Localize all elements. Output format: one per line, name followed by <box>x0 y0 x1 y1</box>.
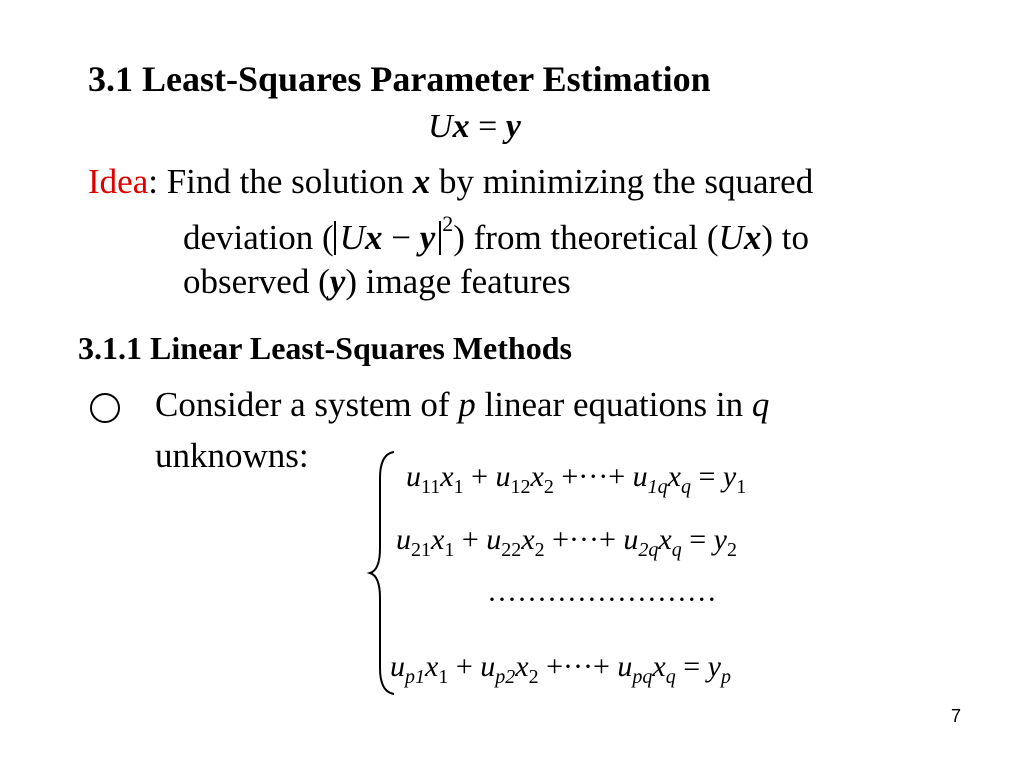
idea-text-2b: ) from theoretical ( <box>453 218 719 257</box>
idea-x2: x <box>743 218 762 257</box>
equation-row-dots: ······················· <box>487 583 717 616</box>
consider-line-1 <box>155 385 769 425</box>
idea-x: x <box>412 162 431 201</box>
term-y <box>722 460 747 498</box>
term-y-sub: 1 <box>736 476 747 498</box>
term-u-c-var: u <box>617 650 633 683</box>
term-x-c <box>667 460 691 498</box>
term-u-c <box>617 650 653 688</box>
term-y <box>707 650 731 688</box>
consider-text-a: Consider a system of <box>155 385 450 424</box>
term-x-c <box>658 523 682 561</box>
term-x-b-sub: 2 <box>534 539 545 561</box>
equation-row-2 <box>396 523 737 561</box>
term-x-a-var: x <box>440 460 454 493</box>
idea-colon: : <box>148 162 158 201</box>
term-x-a-sub: 1 <box>444 539 455 561</box>
term-x-a-var: x <box>425 650 439 683</box>
term-x-b-sub: 2 <box>543 476 554 498</box>
term-u-b-var: u <box>486 523 502 556</box>
term-x-b-sub: 2 <box>528 666 539 688</box>
term-u-c-sub: 1q <box>647 476 668 498</box>
term-u-c <box>632 460 668 498</box>
term-x-c-var: x <box>658 523 672 556</box>
term-x-a-sub: 1 <box>453 476 464 498</box>
plus-operator: + <box>448 650 481 683</box>
consider-q: q <box>751 385 770 424</box>
term-u-b-sub: 22 <box>501 539 522 561</box>
term-u-a-sub: 21 <box>411 539 431 561</box>
term-x-b-var: x <box>515 650 529 683</box>
ellipsis-operator: +···+ <box>538 650 618 683</box>
idea-y: y <box>329 262 346 301</box>
term-u-a-sub: 11 <box>421 476 441 498</box>
term-y-var: y <box>707 650 721 683</box>
idea-text-3a: observed ( <box>183 262 330 301</box>
term-x-b <box>530 460 554 498</box>
term-u-b-sub: 12 <box>510 476 531 498</box>
idea-text-1a: Find the solution <box>166 162 404 201</box>
page-number: 7 <box>951 706 962 726</box>
term-x-b <box>515 650 539 688</box>
term-u-c-sub: 2q <box>638 539 659 561</box>
term-u-b <box>486 523 522 561</box>
term-u-a <box>390 650 425 688</box>
main-equation <box>428 108 521 146</box>
term-u-a-sub: p1 <box>405 666 425 688</box>
idea-text-2a: deviation ( <box>183 218 334 257</box>
slide-title: 3.1 Least-Squares Parameter Estimation <box>88 59 711 99</box>
term-y-var: y <box>713 523 727 556</box>
term-y-var: y <box>722 460 737 493</box>
eq-y: y <box>505 108 521 145</box>
equals-operator: = <box>690 460 723 493</box>
term-x-a-var: x <box>431 523 445 556</box>
consider-p: p <box>458 385 476 424</box>
norm-bars <box>334 218 442 257</box>
norm-x: x <box>364 218 383 257</box>
term-x-c-var: x <box>652 650 666 683</box>
term-u-c <box>623 523 659 561</box>
term-u-b <box>480 650 516 688</box>
term-u-c-var: u <box>623 523 639 556</box>
plus-operator: + <box>463 460 496 493</box>
term-u-b <box>495 460 531 498</box>
term-x-a <box>431 523 455 561</box>
equation-row-p <box>390 650 731 688</box>
term-y <box>713 523 737 561</box>
term-x-a <box>440 460 464 498</box>
norm-minus: − <box>391 218 411 257</box>
term-u-c-sub: pq <box>632 666 653 688</box>
term-u-b-var: u <box>495 460 511 493</box>
idea-line-1 <box>88 162 813 202</box>
idea-u2: U <box>718 218 744 257</box>
circle-bullet-icon <box>90 393 120 423</box>
term-x-a <box>425 650 449 688</box>
subsection-title: 3.1.1 Linear Least-Squares Methods <box>78 330 572 366</box>
norm-u: U <box>339 218 365 257</box>
term-x-c-sub: q <box>680 476 691 498</box>
term-u-b-sub: p2 <box>495 666 516 688</box>
equals-operator: = <box>675 650 708 683</box>
eq-u: U <box>428 108 453 145</box>
term-x-c-var: x <box>667 460 681 493</box>
equals-operator: = <box>681 523 714 556</box>
term-u-b-var: u <box>480 650 496 683</box>
term-x-a-sub: 1 <box>438 666 449 688</box>
consider-text-b: linear equations in <box>484 385 744 424</box>
term-x-c-sub: q <box>665 666 676 688</box>
ellipsis-operator: +···+ <box>553 460 633 493</box>
norm-y: y <box>419 218 436 257</box>
idea-label: Idea <box>88 162 149 201</box>
eq-x: x <box>452 108 470 145</box>
term-y-sub: 2 <box>726 539 737 561</box>
term-x-c <box>652 650 676 688</box>
idea-line-3 <box>183 262 571 302</box>
term-u-a-var: u <box>390 650 405 683</box>
term-u-a <box>396 523 431 561</box>
term-u-a-var: u <box>396 523 411 556</box>
term-x-b-var: x <box>530 460 544 493</box>
term-u-a <box>406 460 441 498</box>
eq-equals: = <box>478 108 498 145</box>
idea-text-3b: ) image features <box>345 262 571 301</box>
norm-exponent: 2 <box>442 211 454 236</box>
term-y-sub: p <box>720 666 731 688</box>
term-u-c-var: u <box>632 460 648 493</box>
idea-text-2c: ) to <box>761 218 809 257</box>
idea-line-2 <box>183 211 809 258</box>
norm-expression <box>334 211 454 258</box>
term-x-c-sub: q <box>671 539 682 561</box>
term-x-b-var: x <box>521 523 535 556</box>
equation-row-1 <box>406 460 747 498</box>
term-x-b <box>521 523 545 561</box>
consider-line-2: unknowns: <box>155 436 309 475</box>
ellipsis-operator: +···+ <box>544 523 624 556</box>
idea-text-1b: by minimizing the squared <box>438 162 814 201</box>
term-u-a-var: u <box>406 460 421 493</box>
plus-operator: + <box>454 523 487 556</box>
